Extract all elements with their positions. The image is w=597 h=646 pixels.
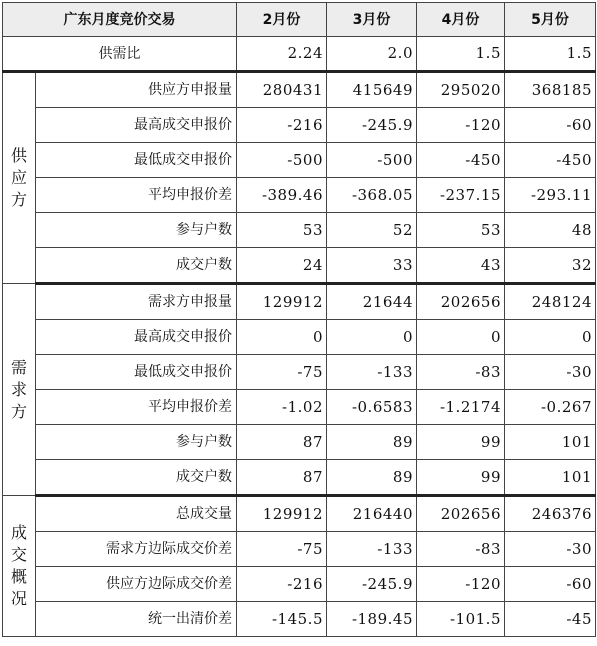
month-header-mar: 3月份 [327, 3, 417, 37]
ratio-value-may: 1.5 [505, 37, 596, 72]
row-label: 需求方边际成交价差 [36, 532, 237, 567]
row-label: 最低成交申报价 [36, 355, 237, 390]
cell-value-may: 101 [505, 460, 596, 496]
cell-value-may: 48 [505, 213, 596, 248]
deal-summary-group-name: 成交概况 [10, 523, 27, 608]
cell-value-mar: -500 [327, 143, 417, 178]
table-row [3, 248, 596, 284]
cell-value-feb: 280431 [237, 72, 327, 108]
cell-value-feb: -145.5 [237, 602, 327, 637]
cell-value-mar: -245.9 [327, 567, 417, 602]
cell-value-feb: -216 [237, 108, 327, 143]
cell-value-mar: -189.45 [327, 602, 417, 637]
supply-group-label [3, 72, 36, 284]
table-row [3, 602, 596, 637]
cell-value-mar: 89 [327, 460, 417, 496]
cell-value-feb: 53 [237, 213, 327, 248]
cell-value-apr: 0 [417, 320, 505, 355]
cell-value-mar: -0.6583 [327, 390, 417, 425]
table-row [3, 178, 596, 213]
guangdong-monthly-bidding-table [2, 2, 596, 637]
table-row [3, 425, 596, 460]
row-label: 最高成交申报价 [36, 108, 237, 143]
cell-value-may: -450 [505, 143, 596, 178]
row-label: 统一出清价差 [36, 602, 237, 637]
cell-value-may: -293.11 [505, 178, 596, 213]
cell-value-mar: 21644 [327, 284, 417, 320]
deal-summary-group-label [3, 496, 36, 637]
cell-value-feb: -216 [237, 567, 327, 602]
cell-value-feb: -75 [237, 532, 327, 567]
row-label: 需求方申报量 [36, 284, 237, 320]
cell-value-apr: -120 [417, 567, 505, 602]
month-header-feb: 2月份 [237, 3, 327, 37]
cell-value-apr: 99 [417, 460, 505, 496]
cell-value-may: 248124 [505, 284, 596, 320]
cell-value-may: -45 [505, 602, 596, 637]
cell-value-mar: 0 [327, 320, 417, 355]
ratio-value-feb: 2.24 [237, 37, 327, 72]
trading-table-container [2, 2, 595, 644]
table-row [3, 390, 596, 425]
table-row [3, 213, 596, 248]
cell-value-mar: -368.05 [327, 178, 417, 213]
cell-value-apr: -83 [417, 355, 505, 390]
cell-value-apr: -83 [417, 532, 505, 567]
cell-value-apr: -120 [417, 108, 505, 143]
cell-value-may: 101 [505, 425, 596, 460]
cell-value-mar: 52 [327, 213, 417, 248]
cell-value-feb: -389.46 [237, 178, 327, 213]
row-label: 平均申报价差 [36, 390, 237, 425]
cell-value-may: -60 [505, 567, 596, 602]
cell-value-apr: 202656 [417, 284, 505, 320]
cell-value-may: 32 [505, 248, 596, 284]
cell-value-apr: 99 [417, 425, 505, 460]
cell-value-apr: 295020 [417, 72, 505, 108]
table-row [3, 284, 596, 320]
row-label: 成交户数 [36, 460, 237, 496]
cell-value-mar: -133 [327, 355, 417, 390]
cell-value-may: -30 [505, 355, 596, 390]
table-row [3, 532, 596, 567]
cell-value-apr: 43 [417, 248, 505, 284]
cell-value-feb: 24 [237, 248, 327, 284]
cell-value-apr: -101.5 [417, 602, 505, 637]
cell-value-mar: 89 [327, 425, 417, 460]
cell-value-may: 368185 [505, 72, 596, 108]
table-row [3, 460, 596, 496]
ratio-label: 供需比 [3, 37, 237, 72]
cell-value-feb: 87 [237, 460, 327, 496]
row-label: 总成交量 [36, 496, 237, 532]
supply-group-name: 供应方 [10, 146, 27, 209]
table-row [3, 567, 596, 602]
cell-value-apr: -1.2174 [417, 390, 505, 425]
supply-demand-ratio-row [3, 37, 596, 72]
cell-value-feb: 129912 [237, 496, 327, 532]
ratio-value-mar: 2.0 [327, 37, 417, 72]
cell-value-apr: -450 [417, 143, 505, 178]
table-title: 广东月度竞价交易 [3, 3, 237, 37]
table-row [3, 355, 596, 390]
cell-value-apr: 202656 [417, 496, 505, 532]
cell-value-mar: 33 [327, 248, 417, 284]
month-header-apr: 4月份 [417, 3, 505, 37]
demand-group-label [3, 284, 36, 496]
row-label: 成交户数 [36, 248, 237, 284]
row-label: 参与户数 [36, 425, 237, 460]
cell-value-feb: 87 [237, 425, 327, 460]
cell-value-may: 246376 [505, 496, 596, 532]
cell-value-may: 0 [505, 320, 596, 355]
demand-group-name: 需求方 [10, 357, 27, 421]
cell-value-mar: 415649 [327, 72, 417, 108]
ratio-value-apr: 1.5 [417, 37, 505, 72]
row-label: 最低成交申报价 [36, 143, 237, 178]
cell-value-feb: -500 [237, 143, 327, 178]
table-row [3, 496, 596, 532]
cell-value-may: -30 [505, 532, 596, 567]
cell-value-apr: 53 [417, 213, 505, 248]
cell-value-mar: -133 [327, 532, 417, 567]
row-label: 参与户数 [36, 213, 237, 248]
cell-value-may: -60 [505, 108, 596, 143]
cell-value-may: -0.267 [505, 390, 596, 425]
cell-value-feb: 0 [237, 320, 327, 355]
table-row [3, 143, 596, 178]
cell-value-feb: 129912 [237, 284, 327, 320]
month-header-may: 5月份 [505, 3, 596, 37]
cell-value-mar: -245.9 [327, 108, 417, 143]
table-row [3, 72, 596, 108]
table-row [3, 108, 596, 143]
row-label: 最高成交申报价 [36, 320, 237, 355]
cell-value-feb: -1.02 [237, 390, 327, 425]
row-label: 平均申报价差 [36, 178, 237, 213]
cell-value-feb: -75 [237, 355, 327, 390]
row-label: 供应方申报量 [36, 72, 237, 108]
table-row [3, 320, 596, 355]
cell-value-apr: -237.15 [417, 178, 505, 213]
header-row [3, 3, 596, 37]
cell-value-mar: 216440 [327, 496, 417, 532]
row-label: 供应方边际成交价差 [36, 567, 237, 602]
